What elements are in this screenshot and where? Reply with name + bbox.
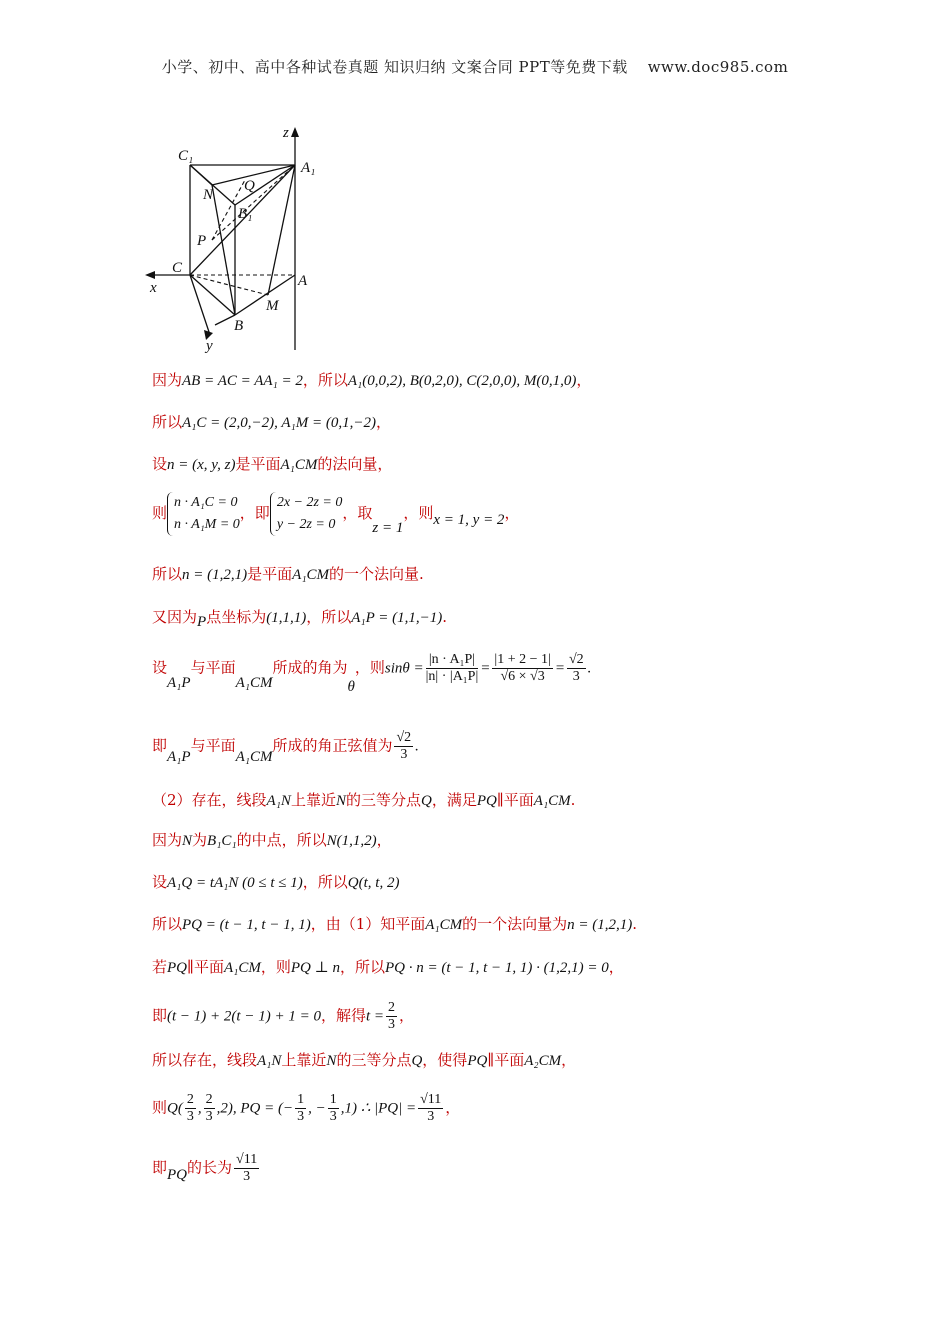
t: 所以 (152, 915, 183, 933)
eq: n · A₁M = 0 (174, 517, 240, 532)
line-10 (152, 828, 392, 853)
line-17 (152, 1152, 261, 1185)
m: x = 1, y = 2 (433, 512, 505, 528)
m: t = (365, 1008, 385, 1025)
t: 设 (152, 455, 168, 473)
t: 为 (192, 831, 208, 849)
frac (567, 652, 586, 685)
m: n = (1,2,1) (182, 567, 248, 583)
t: 的三等分点 (336, 1051, 412, 1069)
t: ，由（1）知平面 (310, 915, 426, 933)
system-1 (167, 492, 240, 536)
line-13 (152, 955, 624, 980)
t: 的一个法向量. (329, 565, 424, 583)
num: 2 (186, 1092, 194, 1107)
num: |1 + 2 − 1| (494, 652, 551, 667)
m: Q(t, t, 2) (347, 875, 400, 891)
t: . (632, 915, 638, 933)
t: 设 (152, 658, 168, 677)
label-b1: B₁ (238, 206, 253, 222)
m: PQ = (t − 1, t − 1, 1) (182, 917, 311, 933)
m: B₁C₁ (207, 833, 237, 849)
line-2 (152, 410, 391, 435)
page-header (0, 56, 950, 77)
line-9 (152, 788, 575, 813)
t: ， (445, 1098, 461, 1117)
num: √11 (420, 1092, 442, 1107)
t: ，所以 (339, 958, 385, 976)
num: |n · A₁P| (426, 652, 479, 669)
t: ， (504, 504, 520, 522)
t: ，使得 (422, 1051, 468, 1069)
den: 3 (388, 1017, 396, 1032)
t: ， (376, 831, 392, 849)
den: 3 (329, 1109, 337, 1124)
t: 所以 (152, 565, 183, 583)
m: A₁CM (280, 457, 318, 473)
den: 3 (205, 1109, 213, 1124)
line-16 (152, 1092, 460, 1125)
line-7 (152, 652, 592, 695)
t: 是平面 (235, 455, 281, 473)
m: A₁CM (292, 567, 330, 583)
line-8 (152, 730, 419, 763)
t: 上靠近 (290, 791, 336, 809)
m: PQ (476, 793, 497, 809)
system-2 (270, 492, 343, 536)
label-c: C (172, 260, 183, 276)
m: . (415, 738, 419, 755)
m: , (197, 1100, 202, 1117)
t: 所以存在，线段 (152, 1051, 258, 1069)
label-c1: C₁ (178, 148, 194, 164)
m: A₁CM (533, 793, 571, 809)
frac (418, 1092, 443, 1125)
m: A₁P (167, 748, 191, 765)
t: 点坐标为 (206, 608, 267, 626)
t: ，即 (239, 504, 270, 522)
frac (185, 1092, 196, 1125)
den: 3 (186, 1109, 194, 1124)
t: 所以 (152, 413, 183, 431)
m: n = (1,2,1) (567, 917, 633, 933)
line-4 (152, 492, 519, 536)
m: N (335, 793, 346, 809)
m: N (326, 1053, 337, 1069)
den: 3 (243, 1169, 251, 1184)
t: 即 (152, 736, 168, 755)
line-3 (152, 452, 392, 477)
den: 3 (427, 1109, 435, 1124)
m: Q( (167, 1100, 183, 1117)
t: ，所以 (302, 873, 348, 891)
t: 即 (152, 1006, 168, 1025)
m: (t − 1) + 2(t − 1) + 1 = 0 (167, 1008, 321, 1025)
m: ,1) ∴ |PQ| = (340, 1100, 417, 1117)
t: ∥平面 (187, 958, 224, 976)
header-text: 小学、初中、高中各种试卷真题 知识归纳 文案合同 PPT等免费下载 (161, 58, 628, 76)
m: AB = AC = AA₁ = 2 (182, 373, 303, 389)
m: sinθ = (384, 660, 424, 677)
prism-figure (140, 122, 340, 357)
m: PQ (467, 1053, 488, 1069)
t: 因为 (152, 831, 183, 849)
num: √11 (236, 1152, 258, 1167)
m: A₁P = (1,1,−1) (351, 610, 443, 626)
m: PQ ⊥ n (290, 960, 340, 976)
t: 即 (152, 1158, 168, 1177)
m: = (480, 660, 491, 677)
frac (328, 1092, 339, 1125)
label-q: Q (244, 178, 255, 194)
t: ，则 (403, 504, 434, 522)
t: 的法向量， (317, 455, 393, 473)
label-n: N (203, 187, 214, 203)
den: |n| · |A₁P| (425, 669, 479, 684)
t: ∥平面 (487, 1051, 525, 1069)
t: ，满足 (431, 791, 477, 809)
m: A₁N (266, 793, 291, 809)
t: 则 (152, 1098, 168, 1117)
frac (492, 652, 552, 685)
m: PQ · n = (t − 1, t − 1, 1) · (1,2,1) = 0 (384, 960, 609, 976)
m: (1,1,1) (266, 610, 307, 626)
m: ,2), PQ = (− (216, 1100, 294, 1117)
num: 2 (388, 1000, 396, 1015)
m: A₁CM (235, 748, 273, 765)
line-11 (152, 870, 399, 895)
m: A₁P (167, 674, 191, 691)
t: 是平面 (247, 565, 293, 583)
m: A₁CM (223, 960, 261, 976)
label-x: x (150, 280, 157, 296)
label-b: B (234, 318, 244, 334)
frac (426, 652, 479, 685)
label-p: P (197, 233, 207, 249)
m: A₁C = (2,0,−2), A₁M = (0,1,−2) (182, 415, 376, 431)
eq: y − 2z = 0 (276, 517, 336, 532)
frac (386, 1000, 397, 1033)
t: 又因为 (152, 608, 198, 626)
num: 2 (205, 1092, 213, 1107)
num: √2 (396, 730, 412, 745)
m: Q (420, 793, 432, 809)
label-a: A (298, 273, 308, 289)
t: ∥平面 (496, 791, 534, 809)
label-a1: A₁ (301, 160, 316, 176)
t: 的一个法向量为 (462, 915, 568, 933)
label-y: y (206, 338, 213, 354)
t: . (442, 608, 448, 626)
m: N (182, 833, 193, 849)
num: 1 (297, 1092, 305, 1107)
t: ，所以 (302, 371, 348, 389)
line-12 (152, 912, 637, 937)
m: z = 1 (372, 520, 404, 536)
label-m: M (266, 298, 279, 314)
line-5 (152, 562, 424, 587)
t: ， (399, 1006, 415, 1025)
t: ，解得 (320, 1006, 366, 1025)
frac (394, 730, 413, 763)
t: 的三等分点 (345, 791, 421, 809)
t: 与平面 (190, 736, 236, 755)
t: ， (561, 1051, 577, 1069)
t: ，取 (342, 504, 373, 522)
t: ， (576, 371, 592, 389)
eq: n · A₁C = 0 (174, 495, 238, 510)
t: ， (608, 958, 624, 976)
t: 与平面 (190, 658, 236, 677)
header-site: www.doc985.com (647, 58, 789, 76)
m: A₁(0,0,2), B(0,2,0), C(2,0,0), M(0,1,0) (347, 373, 577, 389)
t: ，所以 (306, 608, 352, 626)
m: . (587, 660, 592, 677)
line-15 (152, 1048, 576, 1073)
num: 1 (329, 1092, 337, 1107)
line-1 (152, 368, 591, 393)
m: Q (411, 1053, 423, 1069)
t: 的中点，所以 (236, 831, 327, 849)
frac (234, 1152, 259, 1185)
t: 则 (152, 504, 168, 522)
m: n = (x, y, z) (167, 457, 236, 473)
t: 上靠近 (281, 1051, 327, 1069)
m: P (197, 614, 207, 630)
m: A₁Q = tA₁N (0 ≤ t ≤ 1) (167, 875, 303, 891)
frac (204, 1092, 215, 1125)
m: A₁N (257, 1053, 282, 1069)
t: 若 (152, 958, 168, 976)
frac (295, 1092, 306, 1125)
m: A₁CM (425, 917, 463, 933)
t: ，则 (354, 658, 385, 677)
t: 因为 (152, 371, 183, 389)
t: 所成的角为 (272, 658, 348, 677)
m: θ (347, 678, 355, 695)
m: A₂CM (524, 1053, 562, 1069)
num: √2 (568, 652, 584, 667)
m: PQ (167, 960, 188, 976)
den: 3 (572, 669, 580, 684)
den: 3 (400, 747, 408, 762)
m: , − (308, 1100, 326, 1117)
t: 的长为 (187, 1158, 233, 1177)
eq: 2x − 2z = 0 (276, 495, 343, 510)
t: 设 (152, 873, 168, 891)
t: ，则 (260, 958, 291, 976)
t: . (570, 791, 576, 809)
m: PQ (167, 1166, 188, 1183)
m: A₁CM (235, 674, 273, 691)
t: （2）存在，线段 (152, 791, 267, 809)
t: ， (375, 413, 391, 431)
m: N(1,1,2) (326, 833, 377, 849)
line-14 (152, 1000, 414, 1033)
line-6 (152, 605, 447, 630)
m: = (554, 660, 565, 677)
den: √6 × √3 (500, 669, 545, 684)
t: 所成的角正弦值为 (272, 736, 393, 755)
label-z: z (283, 125, 289, 141)
den: 3 (297, 1109, 305, 1124)
